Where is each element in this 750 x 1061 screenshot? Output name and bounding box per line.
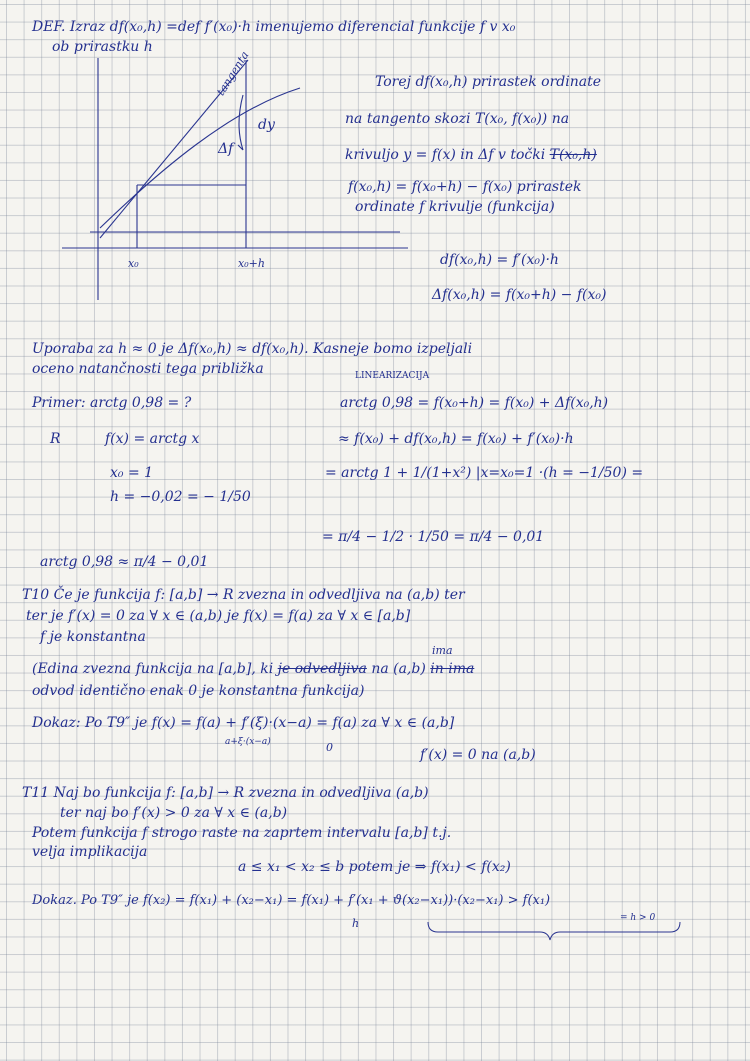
proof10-line-1: Dokaz: Po T9″ je f(x) = f(a) + f′(ξ)·(x−a) = f(a) za ∀ x ∈ (a,b]	[32, 715, 455, 731]
x0-label: x₀	[128, 257, 139, 270]
example-h: h = −0,02 = − 1/50	[110, 489, 251, 505]
proof10-line-2: f′(x) = 0 na (a,b)	[420, 747, 536, 763]
explanation-line-5: ordinate f krivulje (funkcija)	[355, 199, 555, 215]
delta-f-label: Δf	[218, 141, 234, 157]
example-label: Primer: arctg 0,98 = ?	[32, 395, 192, 411]
example-rhs-1: arctg 0,98 = f(x₀+h) = f(x₀) + Δf(x₀,h)	[340, 395, 609, 411]
definition-line-2: ob prirastku h	[52, 39, 153, 55]
example-rhs-4: = π/4 − 1/2 · 1/50 = π/4 − 0,01	[322, 529, 545, 545]
t11-line-3: Potem funkcija f strogo raste na zaprtem intervalu [a,b] t.j.	[32, 825, 452, 841]
example-rhs-3: = arctg 1 + 1/(1+x²) |x=x₀=1 ·(h = −1/50) =	[325, 465, 644, 481]
definition-line-1: DEF. Izraz df(x₀,h) =def f′(x₀)·h imenujemo diferencial funkcije f v x₀	[32, 19, 516, 35]
usage-line-2: oceno natančnosti tega približka	[32, 361, 264, 377]
differential-equation: df(x₀,h) = f′(x₀)·h	[440, 252, 559, 268]
t11-line-2: ter naj bo f′(x) > 0 za ∀ x ∈ (a,b)	[60, 805, 288, 821]
t10-line-1: T10 Če je funkcija f: [a,b] → R zvezna in odvedljiva na (a,b) ter	[22, 587, 465, 603]
t11-line-1: T11 Naj bo funkcija f: [a,b] → R zvezna in odvedljiva (a,b)	[22, 785, 429, 801]
explanation-line-2: na tangento skozi T(x₀, f(x₀)) na	[345, 111, 570, 127]
explanation-line-4: f(x₀,h) = f(x₀+h) − f(x₀) prirastek	[348, 179, 582, 195]
proof11-gt0: = h > 0	[620, 913, 656, 923]
explanation-line-3: krivuljo y = f(x) in Δf v točki T(x₀,h)	[345, 147, 597, 163]
t11-line-5: a ≤ x₁ < x₂ ≤ b potem je ⇒ f(x₁) < f(x₂)	[238, 859, 511, 875]
explanation-line-1: Torej df(x₀,h) prirastek ordinate	[375, 74, 601, 90]
example-f-def: f(x) = arctg x	[105, 431, 200, 447]
dy-label: dy	[258, 117, 275, 133]
t10-ima-insert: ima	[432, 644, 453, 657]
t10-line-4: (Edina zvezna funkcija na [a,b], ki je odvedljiva na (a,b) in ima	[32, 661, 475, 677]
x0h-label: x₀+h	[238, 257, 265, 270]
linearizacija-label: LINEARIZACIJA	[355, 371, 430, 381]
proof10-zero: 0	[326, 741, 333, 754]
tangent-label: tangenta	[214, 48, 252, 99]
example-result: arctg 0,98 ≈ π/4 − 0,01	[40, 554, 209, 570]
example-r-label: R	[50, 431, 61, 447]
usage-line-1: Uporaba za h ≈ 0 je Δf(x₀,h) ≈ df(x₀,h). Kasneje bomo izpeljali	[32, 341, 473, 357]
t10-line-5: odvod identično enak 0 je konstantna funkcija)	[32, 683, 365, 699]
t11-line-4: velja implikacija	[32, 844, 148, 860]
proof11-h-note: h	[352, 917, 360, 930]
example-rhs-2: ≈ f(x₀) + df(x₀,h) = f(x₀) + f′(x₀)·h	[338, 431, 574, 447]
t10-line-2: ter je f′(x) = 0 za ∀ x ∈ (a,b) je f(x) = f(a) za ∀ x ∈ [a,b]	[26, 608, 411, 624]
proof10-sub: a+ξ·(x−a)	[225, 737, 271, 747]
increment-equation: Δf(x₀,h) = f(x₀+h) − f(x₀)	[432, 287, 607, 303]
example-x0: x₀ = 1	[110, 465, 154, 481]
proof11-line-1: Dokaz. Po T9″ je f(x₂) = f(x₁) + (x₂−x₁) = f(x₁) + f′(x₁ + ϑ(x₂−x₁))·(x₂−x₁) > f(x₁)	[32, 893, 551, 908]
t10-line-3: f je konstantna	[40, 629, 146, 645]
